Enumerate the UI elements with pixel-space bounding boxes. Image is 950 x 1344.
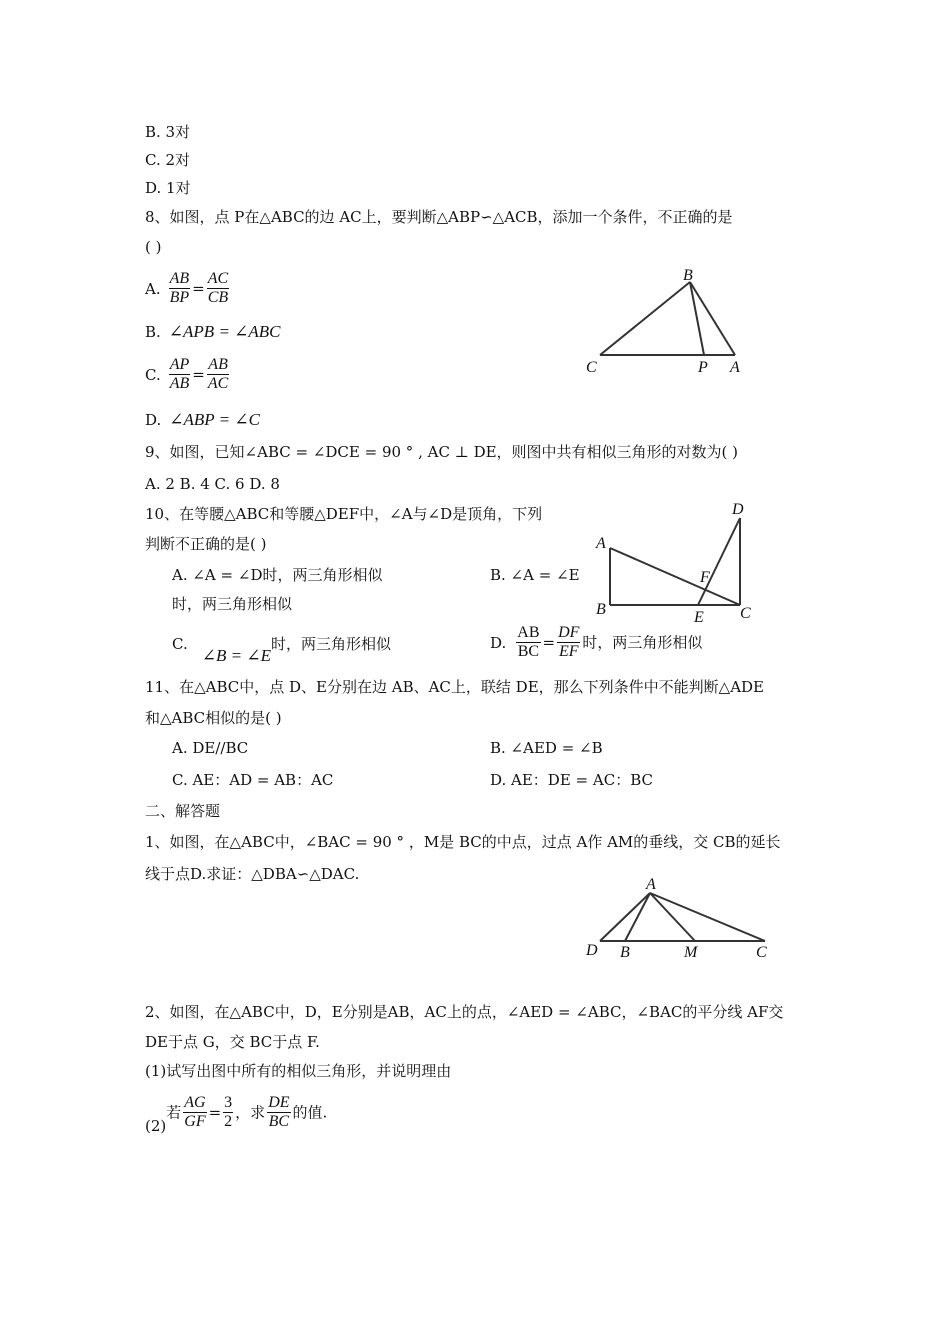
q10-option-b: B. ∠A = ∠E — [490, 566, 580, 584]
p1-label-m: M — [684, 944, 698, 961]
q8-label-b: B — [683, 267, 693, 284]
q7-option-c: C. 2对 — [145, 151, 191, 169]
q8-answer-paren: ( ) — [145, 238, 162, 256]
q10-d-fraction-1: $\frac{AB}{BC}$ — [517, 624, 540, 660]
q9-stem: 9、如图，已知∠ABC = ∠DCE = 90 ° , AC ⊥ DE，则图中共有相似三角形的对数为( ) — [145, 443, 739, 461]
q8-option-d: D. ∠ABP = ∠C — [145, 410, 260, 429]
q10-stem-line1: 10、在等腰△ABC和等腰△DEF中，∠A与∠D是顶角，下列 — [145, 505, 543, 523]
q10-d-fraction-2: $\frac{DF}{EF}$ — [558, 624, 580, 660]
q8-label-p: P — [698, 359, 708, 376]
p1-stem-line1: 1、如图，在△ABC中，∠BAC = 90 ° ，M是 BC的中点，过点 A作 AM的垂线，交 CB的延长 — [145, 833, 781, 851]
q8-stem: 8、如图，点 P在△ABC的边 AC上，要判断△ABP∽△ACB，添加一个条件，不正确的是 — [145, 208, 733, 226]
q9-seg-de — [698, 518, 740, 605]
q8-c-fraction-1: $\frac{AP}{AB}$ — [169, 356, 190, 392]
q8-a-fraction-1: $\frac{AB}{BP}$ — [169, 270, 190, 306]
q9-label-f: F — [700, 569, 710, 586]
q9-label-b: B — [596, 601, 606, 618]
q8-option-a: A. $\frac{AB}{BP}$ = $\frac{AC}{CB}$ — [145, 270, 229, 306]
p2-question-2: (2)若 $\frac{AG}{GF}$ = $\frac{3}{2}$ ，求 $\frac{DE}{BC}$ 的值. — [145, 1094, 328, 1135]
p2-fraction-ag-gf: $\frac{AG}{GF}$ — [184, 1094, 206, 1130]
q8-c-fraction-2: $\frac{AB}{AC}$ — [207, 356, 229, 392]
q8-option-c: C. $\frac{AP}{AB}$ = $\frac{AB}{AC}$ — [145, 356, 229, 392]
p1-figure — [580, 875, 780, 965]
q11-option-a: A. DE//BC — [172, 739, 249, 757]
q9-label-d: D — [732, 501, 744, 518]
q8-a-fraction-2: $\frac{AC}{CB}$ — [207, 270, 229, 306]
q8-seg-cb — [600, 282, 690, 355]
p1-stem-line2: 线于点D.求证：△DBA∽△DAC. — [145, 865, 360, 883]
p1-label-b: B — [620, 944, 630, 961]
section-title: 二、解答题 — [145, 802, 221, 820]
q9-label-e: E — [694, 609, 704, 626]
p1-seg-da — [600, 893, 650, 941]
p2-fraction-3-2: $\frac{3}{2}$ — [224, 1094, 233, 1130]
q9-options: A. 2 B. 4 C. 6 D. 8 — [145, 475, 280, 493]
p1-seg-ac — [650, 893, 765, 941]
q9-figure — [590, 500, 760, 625]
p2-stem-line1: 2、如图，在△ABC中，D，E分别是AB，AC上的点，∠AED = ∠ABC，∠BAC的平分线 AF交 — [145, 1003, 784, 1021]
p2-stem-line2: DE于点 G，交 BC于点 F. — [145, 1033, 320, 1051]
q10-stem-line2: 判断不正确的是( ) — [145, 535, 267, 553]
q11-stem-line1: 11、在△ABC中，点 D、E分别在边 AB、AC上，联结 DE，那么下列条件中不能判断△ADE — [145, 678, 765, 696]
p1-label-a: A — [646, 876, 656, 893]
p1-seg-ab — [625, 893, 650, 941]
p2-fraction-de-bc: $\frac{DE}{BC}$ — [268, 1094, 290, 1130]
p1-seg-am — [650, 893, 695, 941]
q7-option-d: D. 1对 — [145, 179, 191, 197]
q8-figure — [580, 267, 760, 380]
q10-option-d: D. $\frac{AB}{BC}$ = $\frac{DF}{EF}$ 时，两三角形相似 — [490, 624, 703, 660]
q11-option-c: C. AE：AD = AB：AC — [172, 771, 334, 789]
q9-label-a: A — [596, 535, 606, 552]
q10-option-c: C.∠B = ∠E时，两三角形相似 — [172, 635, 391, 665]
q8-option-b: B. ∠APB = ∠ABC — [145, 322, 281, 341]
q11-stem-line2: 和△ABC相似的是( ) — [145, 709, 282, 727]
q8-label-c: C — [586, 359, 597, 376]
q10-option-a-continued: 时，两三角形相似 — [172, 595, 293, 613]
q11-option-d: D. AE：DE = AC：BC — [490, 771, 653, 789]
q7-option-b: B. 3对 — [145, 123, 191, 141]
q8-label-a: A — [730, 359, 740, 376]
q11-option-b: B. ∠AED = ∠B — [490, 739, 603, 757]
p1-label-d: D — [586, 942, 598, 959]
p2-question-1: (1)试写出图中所有的相似三角形，并说明理由 — [145, 1062, 452, 1080]
p1-label-c: C — [756, 944, 767, 961]
q10-option-a: A. ∠A = ∠D时，两三角形相似 — [172, 566, 383, 584]
q9-label-c: C — [740, 605, 751, 622]
